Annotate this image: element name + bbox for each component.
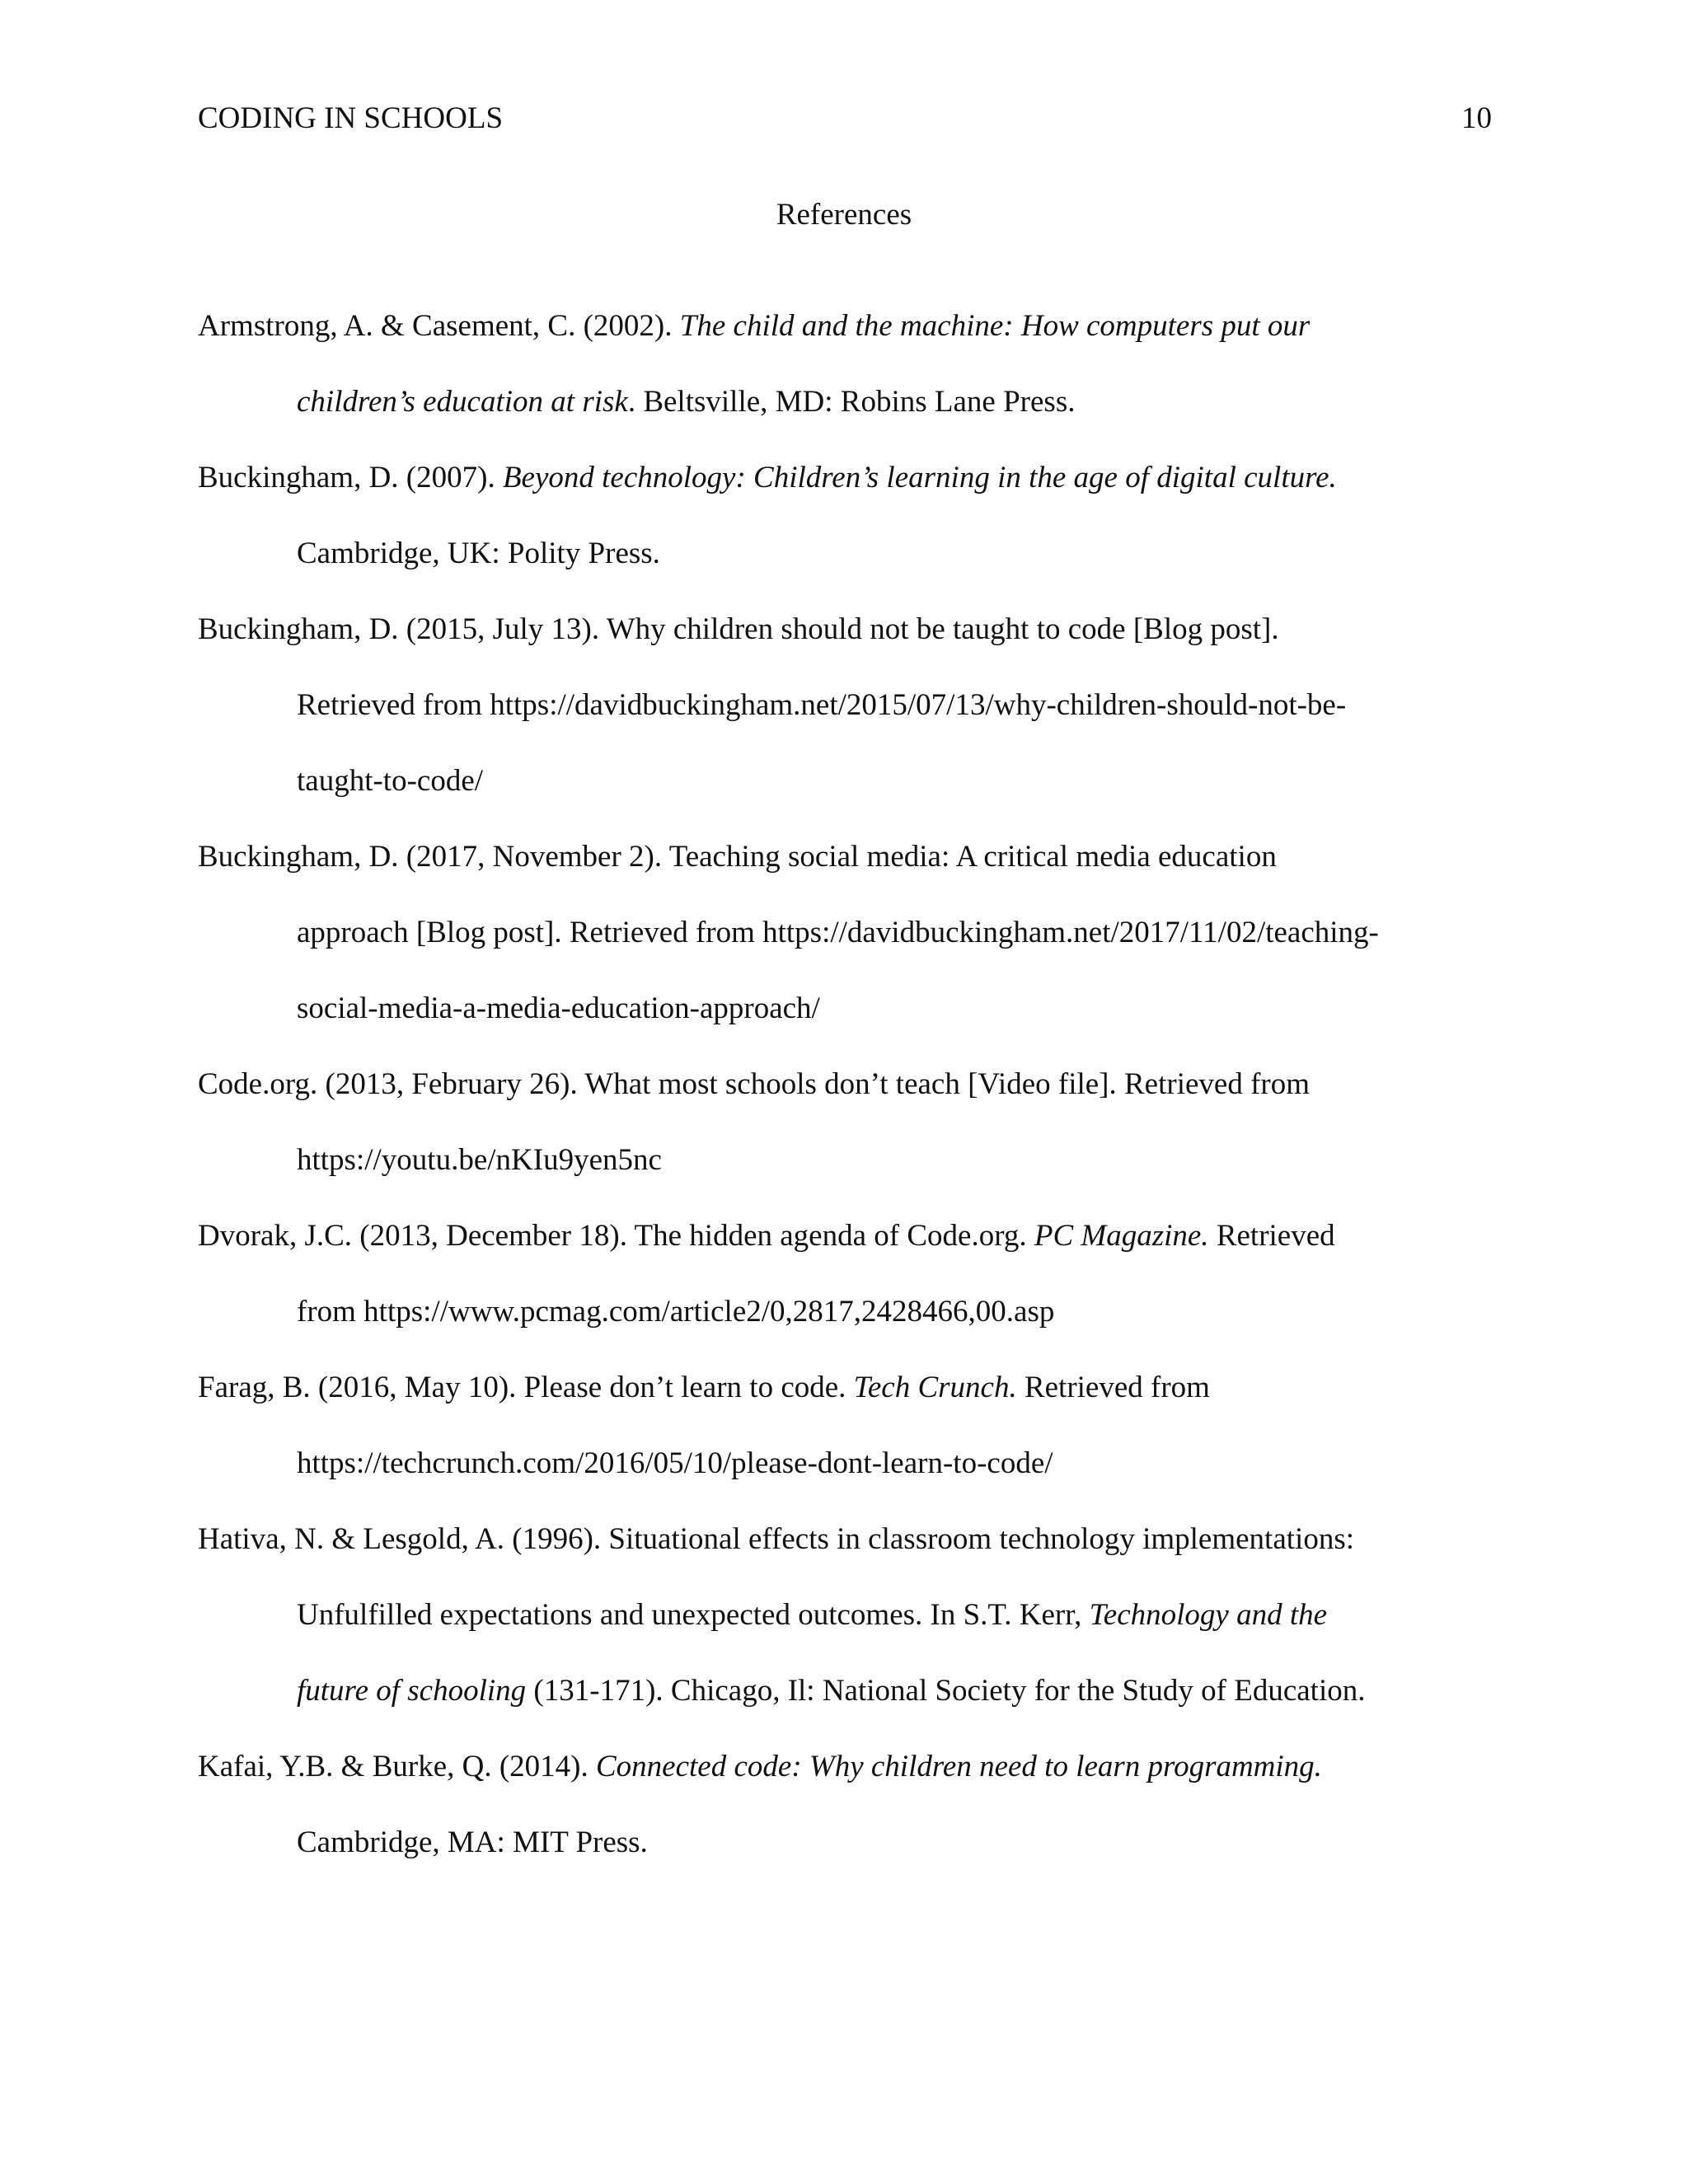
reference-entry (198, 1729, 1500, 1881)
reference-entry (198, 288, 1500, 440)
reference-first-line (198, 1047, 1500, 1122)
reference-first-line (198, 1350, 1500, 1426)
reference-text: Dvorak, J.C. (2013, December 18). The hidden agenda of Code.org. (198, 1219, 1034, 1253)
reference-continuation-line (198, 895, 1500, 971)
reference-text: taught-to-code/ (297, 764, 484, 798)
reference-entry (198, 440, 1500, 592)
reference-text: approach [Blog post]. Retrieved from https://davidbuckingham.net/2017/11/02/teaching- (297, 916, 1379, 949)
reference-continuation-line (198, 1577, 1500, 1653)
reference-entry (198, 1047, 1500, 1198)
reference-italic-text: PC Magazine. (1034, 1219, 1209, 1253)
reference-text: Buckingham, D. (2007). (198, 461, 503, 494)
references-list (198, 288, 1500, 1881)
running-head (198, 96, 1492, 142)
reference-first-line (198, 1502, 1500, 1577)
reference-text: Farag, B. (2016, May 10). Please don’t learn to code. (198, 1371, 854, 1404)
reference-text: social-media-a-media-education-approach/ (297, 991, 820, 1025)
reference-italic-text: Connected code: Why children need to learn programming. (596, 1750, 1322, 1783)
reference-text: Buckingham, D. (2017, November 2). Teaching social media: A critical media education (198, 840, 1277, 874)
reference-italic-text: children’s education at risk (297, 385, 628, 419)
reference-italic-text: Tech Crunch. (853, 1371, 1017, 1404)
reference-text: Armstrong, A. & Casement, C. (2002). (198, 309, 680, 343)
reference-italic-text: Beyond technology: Children’s learning in the age of digital culture. (502, 461, 1337, 494)
reference-italic-text: future of schooling (297, 1674, 527, 1708)
page-number: 10 (1461, 101, 1492, 135)
reference-text: . Beltsville, MD: Robins Lane Press. (627, 385, 1076, 419)
reference-text: Retrieved from https://davidbuckingham.net/2015/07/13/why-children-should-not-be- (297, 688, 1347, 722)
reference-first-line (198, 1729, 1500, 1805)
reference-text: from https://www.pcmag.com/article2/0,2817,2428466,00.asp (297, 1295, 1055, 1329)
reference-text: Retrieved (1208, 1219, 1335, 1253)
reference-text: https://techcrunch.com/2016/05/10/please-dont-learn-to-code/ (297, 1446, 1053, 1480)
reference-text: Kafai, Y.B. & Burke, Q. (2014). (198, 1750, 596, 1783)
reference-entry (198, 1502, 1500, 1729)
reference-text: Cambridge, MA: MIT Press. (297, 1825, 648, 1859)
references-heading: References (776, 198, 912, 232)
reference-entry (198, 819, 1500, 1047)
reference-text: Cambridge, UK: Polity Press. (297, 537, 660, 570)
reference-italic-text: Technology and the (1089, 1598, 1328, 1632)
reference-continuation-line (198, 1805, 1500, 1881)
running-head-title: CODING IN SCHOOLS (198, 101, 504, 135)
reference-text: Buckingham, D. (2015, July 13). Why children should not be taught to code [Blog post]. (198, 612, 1279, 646)
reference-continuation-line (198, 1122, 1500, 1198)
reference-first-line (198, 1198, 1500, 1274)
reference-continuation-line (198, 971, 1500, 1047)
reference-italic-text: The child and the machine: How computers put our (679, 309, 1311, 343)
reference-entry (198, 592, 1500, 819)
reference-text: Unfulfilled expectations and unexpected outcomes. In S.T. Kerr, (297, 1598, 1090, 1632)
reference-first-line (198, 440, 1500, 516)
reference-continuation-line (198, 1274, 1500, 1350)
reference-text: https://youtu.be/nKIu9yen5nc (297, 1143, 662, 1177)
reference-text: Retrieved from (1016, 1371, 1210, 1404)
reference-entry (198, 1198, 1500, 1350)
reference-first-line (198, 819, 1500, 895)
reference-first-line (198, 592, 1500, 668)
reference-continuation-line (198, 364, 1500, 440)
reference-continuation-line (198, 743, 1500, 819)
reference-first-line (198, 288, 1500, 364)
reference-continuation-line (198, 516, 1500, 592)
reference-continuation-line (198, 1653, 1500, 1729)
reference-text: Code.org. (2013, February 26). What most schools don’t teach [Video file]. Retrieved from (198, 1067, 1311, 1101)
reference-continuation-line (198, 1426, 1500, 1502)
reference-entry (198, 1350, 1500, 1502)
reference-continuation-line (198, 668, 1500, 743)
reference-text: Hativa, N. & Lesgold, A. (1996). Situational effects in classroom technology implementations: (198, 1522, 1355, 1556)
reference-text: (131-171). Chicago, Il: National Society for the Study of Education. (526, 1674, 1366, 1708)
